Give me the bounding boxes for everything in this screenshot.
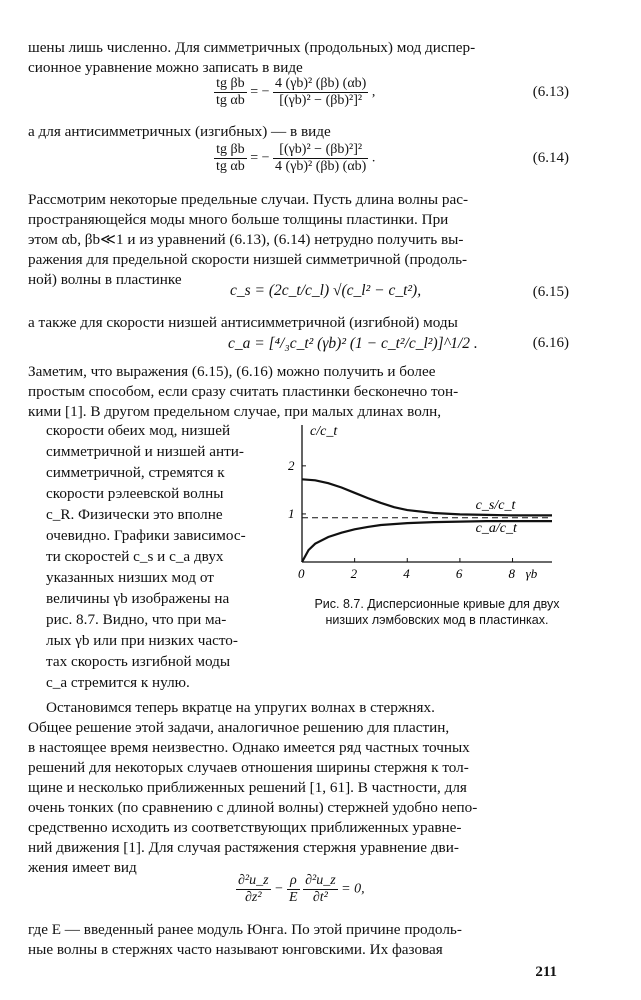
text-line: сионное уравнение можно записать в виде xyxy=(28,59,303,76)
eq-614-lhs-num: tg βb xyxy=(214,142,247,159)
eq-614-lhs-den: tg αb xyxy=(216,159,245,174)
text-line: Заметим, что выражения (6.15), (6.16) можно получить и более xyxy=(28,363,436,380)
text-line: а также для скорости низшей антисимметричной (изгибной) моды xyxy=(28,314,458,331)
text-line: щине и несколько приближенных решений [1, 61]. В частности, для xyxy=(28,779,467,796)
equation-number: (6.13) xyxy=(532,84,569,100)
text-line: решений для некоторых случаев отношения ширины стержня к тол- xyxy=(28,759,469,776)
text-line: очень тонких (по сравнению с длиной волны) стержней удобно непо- xyxy=(28,799,478,816)
wave-equation xyxy=(236,873,365,906)
wrap-line: рис. 8.7. Видно, что при ма- xyxy=(46,611,227,628)
cs-label: c_s/c_t xyxy=(475,498,516,514)
wave-den-3: ∂t² xyxy=(312,890,328,905)
eq-614-sign: = − xyxy=(250,150,270,166)
equation-6-13 xyxy=(214,76,375,109)
chart-axes xyxy=(302,425,552,562)
wrap-line: скорости рэлеевской волны xyxy=(46,485,224,502)
text-line: простым способом, если сразу считать пластинки бесконечно тон- xyxy=(28,383,459,400)
wrap-line: очевидно. Графики зависимос- xyxy=(46,527,246,544)
x-tick-label: 6 xyxy=(455,566,463,581)
eq-613-rhs-den: [(γb)² − (βb)²]² xyxy=(279,93,363,108)
eq-613-lhs-num: tg βb xyxy=(214,76,247,93)
wrap-line: симметричной, стремятся к xyxy=(46,464,225,481)
text-line: кими [1]. В другом предельном случае, при малых длинах волн, xyxy=(28,403,442,420)
x-tick-label: 4 xyxy=(403,566,410,581)
y-tick-label: 2 xyxy=(288,457,295,473)
wrap-line: величины γb изображены на xyxy=(46,590,230,607)
text-line: этом αb, βb≪1 и из уравнений (6.13), (6.14) нетрудно получить вы- xyxy=(28,231,464,248)
x-tick-label: 8 xyxy=(508,566,516,581)
text-line: пространяющейся моды много больше толщины пластинки. При xyxy=(28,211,449,228)
wrap-line: c_a стремится к нулю. xyxy=(46,674,190,691)
text-line: Общее решение этой задачи, аналогичное решению для пластин, xyxy=(28,719,450,736)
eq-614-rhs-num: [(γb)² − (βb)²]² xyxy=(273,142,368,159)
eq-613-sign: = − xyxy=(250,84,270,100)
y-axis-label: c/c_t xyxy=(310,424,338,439)
text-line: Рассмотрим некоторые предельные случаи. Пусть длина волны рас- xyxy=(28,191,469,208)
wrap-line: ти скоростей c_s и c_a двух xyxy=(46,548,224,565)
chart-labels xyxy=(310,424,538,581)
equation-6-15: c_s = (2c_t/c_l) √(c_l² − c_t²), xyxy=(230,282,422,299)
text-line: Остановимся теперь вкратце на упругих волнах в стержнях. xyxy=(46,699,435,716)
wrap-line: симметричной и низшей анти- xyxy=(46,443,244,460)
equation-number: (6.15) xyxy=(532,284,569,300)
eq-614-tail: . xyxy=(371,150,376,166)
x-tick-label: 2 xyxy=(350,566,358,581)
text-line: ной) волны в пластинке xyxy=(28,271,182,288)
wave-tail: = 0, xyxy=(341,881,365,897)
wave-den-2: E xyxy=(289,890,298,905)
text-line: средственно исходить из соответствующих приближенных уравне- xyxy=(28,819,462,836)
text-line: жения имеет вид xyxy=(28,859,137,876)
eq-613-tail: , xyxy=(371,84,376,100)
text-line: ний движения [1]. Для случая растяжения стержня уравнение дви- xyxy=(28,839,459,856)
equation-number: (6.14) xyxy=(532,150,569,166)
eq-614-rhs-den: 4 (γb)² (βb) (αb) xyxy=(275,159,367,174)
wrap-line: указанных низших мод от xyxy=(46,569,214,586)
wrap-line: тах скорость изгибной моды xyxy=(46,653,231,670)
wave-num-3: ∂²u_z xyxy=(305,873,336,888)
dispersion-chart xyxy=(280,412,570,584)
eq-613-lhs-den: tg αb xyxy=(216,93,245,108)
equation-number: (6.16) xyxy=(532,335,569,351)
equation-6-16: c_a = [⁴/₃c_t² (γb)² (1 − c_t²/c_l²)]^1/2 . xyxy=(228,335,478,352)
text-line: ражения для предельной скорости низшей симметричной (продоль- xyxy=(28,251,468,268)
text-line: шены лишь численно. Для симметричных (продольных) мод диспер- xyxy=(28,39,476,56)
x-tick-label: 0 xyxy=(298,566,305,581)
wave-minus: − xyxy=(274,881,284,897)
wrap-line: c_R. Физически это вполне xyxy=(46,506,223,523)
text-line: ные волны в стержнях часто называют юнговскими. Их фазовая xyxy=(28,941,443,958)
wrap-line: лых γb или при низких часто- xyxy=(46,632,238,649)
ca-label: c_a/c_t xyxy=(475,521,517,537)
wrap-line: скорости обеих мод, низшей xyxy=(46,422,231,439)
page-number: 211 xyxy=(535,964,557,980)
text-line: где E — введенный ранее модуль Юнга. По этой причине продоль- xyxy=(28,921,462,938)
text-line: а для антисимметричных (изгибных) — в виде xyxy=(28,123,331,140)
wave-num-1: ∂²u_z xyxy=(238,873,269,888)
x-axis-label: γb xyxy=(525,566,538,581)
wave-den-1: ∂z² xyxy=(245,890,262,905)
text-line: в настоящее время неизвестно. Однако имеется ряд частных точных xyxy=(28,739,470,756)
figure-caption: Рис. 8.7. Дисперсионные кривые для двух низших лэмбовских мод в пластинках. xyxy=(314,597,560,627)
y-tick-label: 1 xyxy=(288,505,295,521)
wave-num-2: ρ xyxy=(287,873,300,890)
eq-613-rhs-num: 4 (γb)² (βb) (αb) xyxy=(275,76,367,91)
equation-6-14 xyxy=(214,142,375,175)
